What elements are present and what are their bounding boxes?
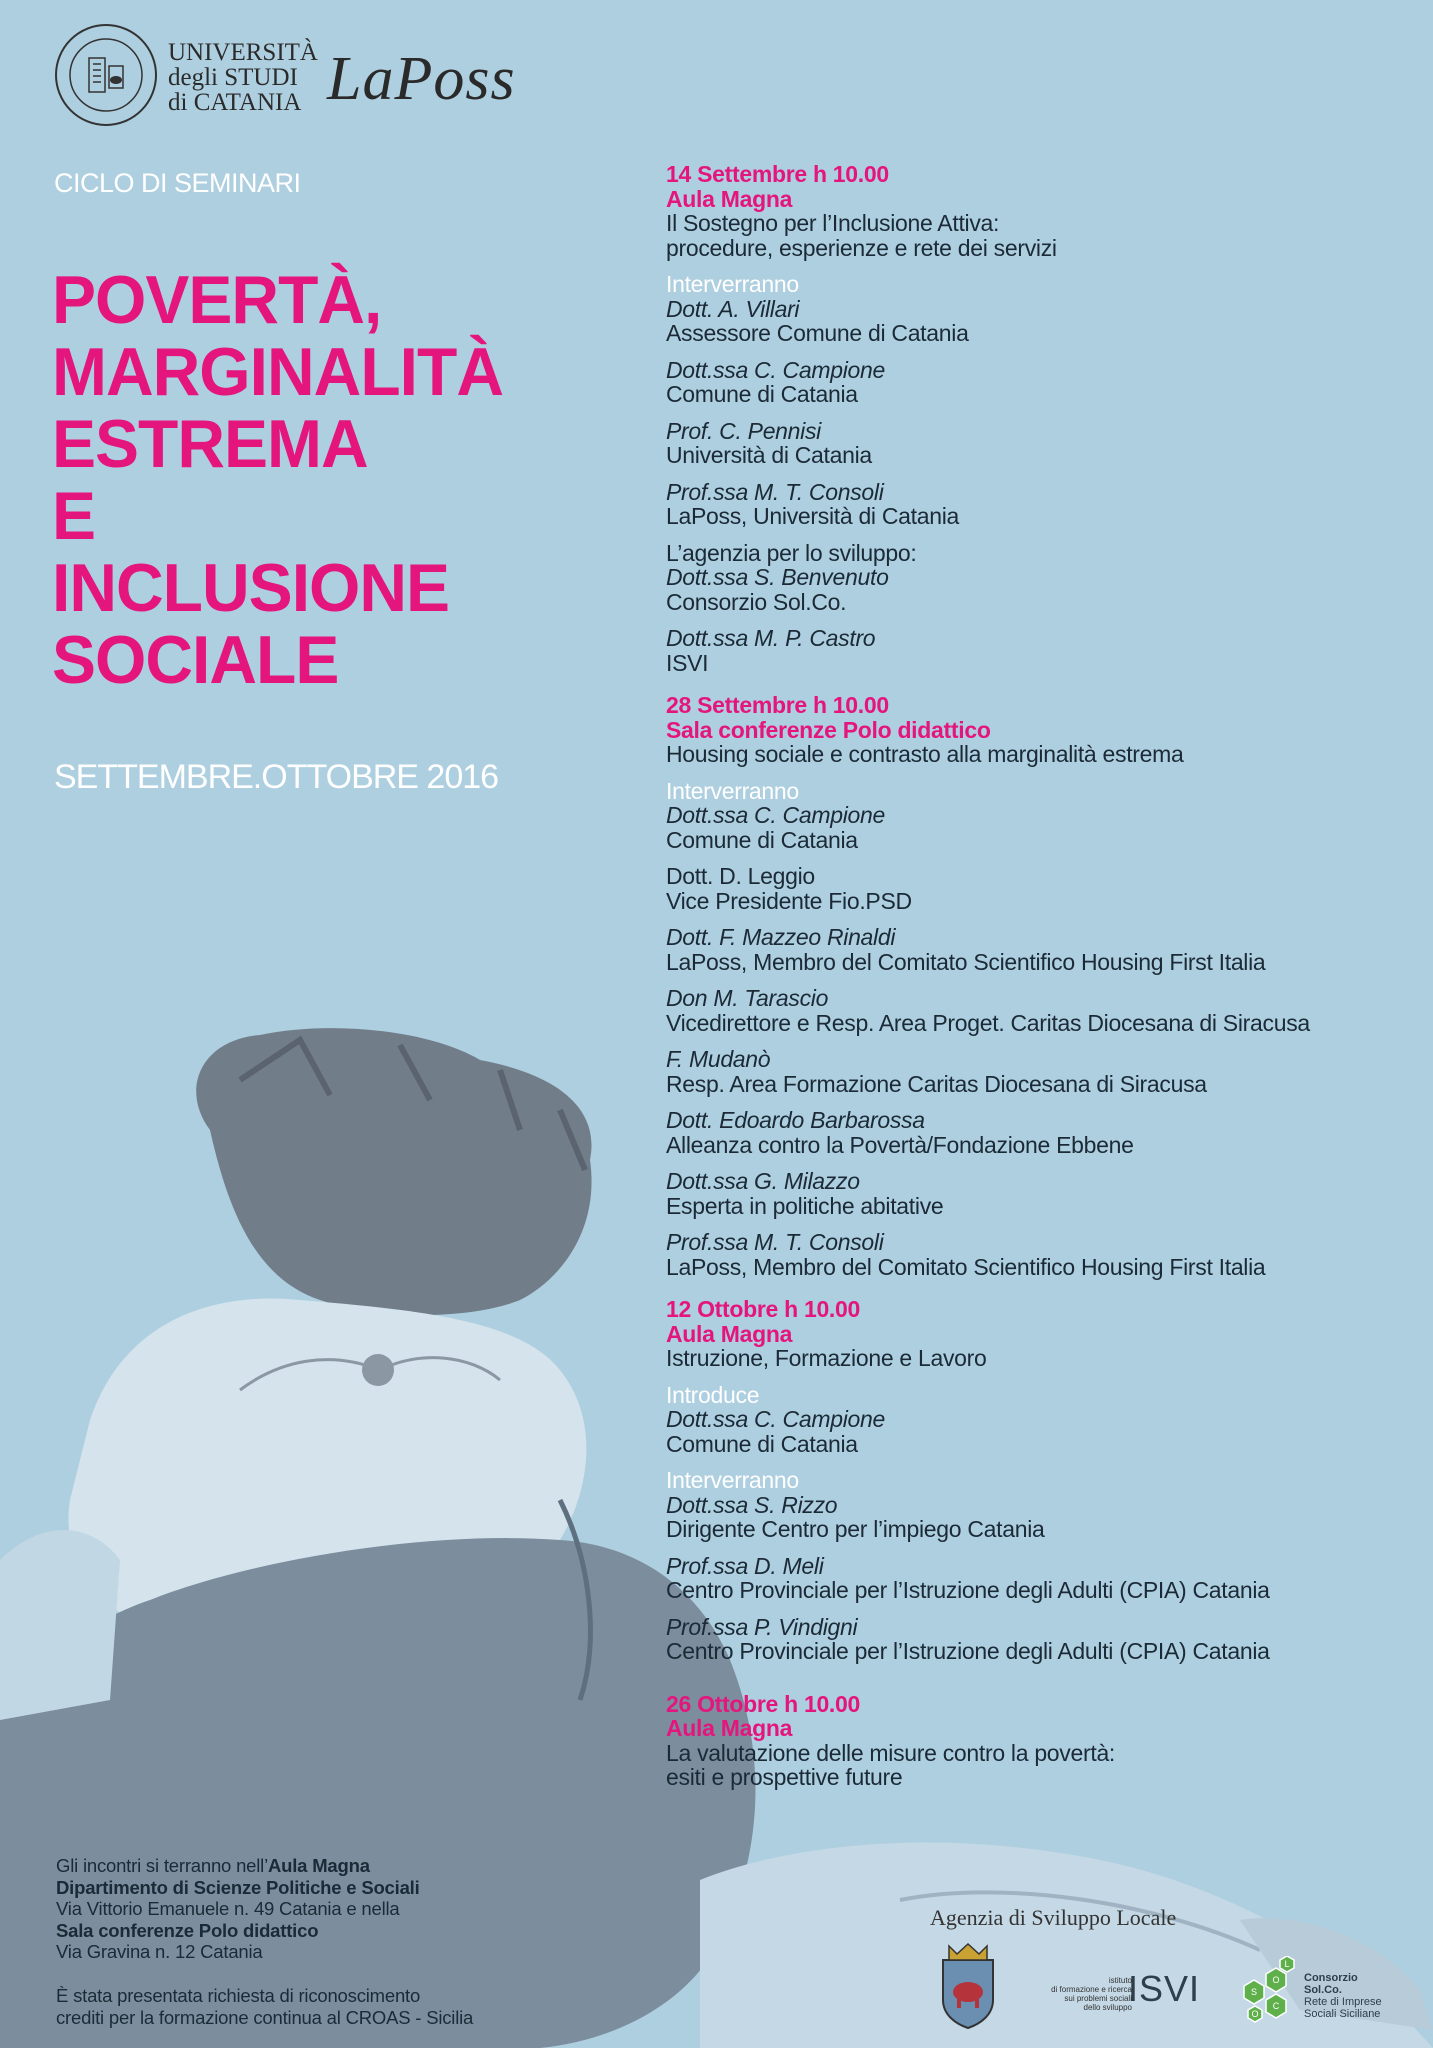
venue2-name: Sala conferenze Polo didattico <box>56 1919 319 1941</box>
solco-name-line: Consorzio <box>1304 1972 1358 1984</box>
laposs-logo: LaPoss <box>327 45 516 113</box>
isvi-description-line: dello sviluppo <box>1083 2003 1132 2012</box>
speaker-role: Consorzio Sol.Co. <box>666 588 847 615</box>
isvi-description-line: di formazione e ricerca <box>1051 1985 1132 1994</box>
solco-letter: O <box>1272 1975 1280 1985</box>
speaker <box>666 1615 1386 1664</box>
university-name-line: degli STUDI <box>168 64 298 91</box>
period-label: SETTEMBRE.OTTOBRE 2016 <box>54 758 499 796</box>
solco-name-line: Sol.Co. <box>1304 1984 1342 1996</box>
university-seal-icon <box>53 22 159 128</box>
session-topic-line: Housing sociale e contrasto alla marginalità estrema <box>666 741 1184 767</box>
speaker-name: Prof.ssa P. Vindigni <box>666 1613 858 1640</box>
university-name-line: di CATANIA <box>168 89 302 116</box>
speaker-role: Università di Catania <box>666 442 872 468</box>
session-topic <box>666 1346 1386 1371</box>
block-label: Introduce <box>666 1381 760 1408</box>
program-schedule <box>666 162 1386 1808</box>
title-line: INCLUSIONE <box>52 550 450 626</box>
speaker <box>666 297 1386 346</box>
isvi-logo: ISVI <box>1128 1968 1201 2009</box>
speaker <box>666 419 1386 468</box>
solco-name <box>1304 1972 1414 2020</box>
speaker-name: Dott. Edoardo Barbarossa <box>666 1107 925 1133</box>
venue1-address: Via Vittorio Emanuele n. 49 Catania e nella <box>56 1898 400 1919</box>
solco-hexagon-icon <box>1232 1956 1298 2026</box>
block-label: Interverranno <box>666 1467 799 1493</box>
session-venue: Aula Magna <box>666 185 793 212</box>
solco-letter: S <box>1250 1987 1258 1997</box>
speaker <box>666 1407 1386 1456</box>
venue-info <box>56 1855 576 1963</box>
isvi-description-line: istituto <box>1108 1976 1132 1985</box>
speaker <box>666 1169 1386 1218</box>
speaker-role: LaPoss, Membro del Comitato Scientifico Housing First Italia <box>666 948 1266 975</box>
session <box>666 693 1386 1279</box>
title-line: E <box>52 478 96 554</box>
speaker <box>666 1554 1386 1603</box>
speaker-name: Dott.ssa M. P. Castro <box>666 625 876 651</box>
session-venue: Aula Magna <box>666 1320 793 1347</box>
credits-note <box>56 1985 576 2028</box>
speaker-name: Don M. Tarascio <box>666 985 829 1011</box>
speaker-name: Dott. F. Mazzeo Rinaldi <box>666 924 896 950</box>
speaker <box>666 803 1386 852</box>
speaker-role: Centro Provinciale per l’Istruzione degli Adulti (CPIA) Catania <box>666 1577 1270 1603</box>
speaker-role: Vice Presidente Fio.PSD <box>666 887 912 914</box>
series-label: CICLO DI SEMINARI <box>54 168 301 198</box>
speaker-name: Dott. D. Leggio <box>666 863 815 889</box>
speaker-name: Dott.ssa C. Campione <box>666 1406 885 1432</box>
speaker-role: Comune di Catania <box>666 381 858 407</box>
title-line: ESTREMA <box>52 406 368 482</box>
session-venue: Sala conferenze Polo didattico <box>666 716 991 743</box>
title-line: POVERTÀ, <box>52 262 382 338</box>
venue-intro: Gli incontri si terranno nell’ <box>56 1855 268 1876</box>
session-date: 26 Ottobre h 10.00 <box>666 1690 861 1717</box>
speaker <box>666 565 1386 614</box>
speaker-block <box>666 272 1386 529</box>
session <box>666 1297 1386 1664</box>
speaker <box>666 986 1386 1035</box>
speaker-role: Comune di Catania <box>666 1430 858 1457</box>
title-line: MARGINALITÀ <box>52 334 503 410</box>
solco-letter: O <box>1251 2009 1259 2019</box>
speaker-role: LaPoss, Membro del Comitato Scientifico Housing First Italia <box>666 1253 1266 1280</box>
session-venue: Aula Magna <box>666 1715 793 1741</box>
speaker <box>666 626 1386 675</box>
speaker-name: Dott. A. Villari <box>666 295 800 322</box>
venue2-address: Via Gravina n. 12 Catania <box>56 1941 263 1962</box>
speaker-name: Prof.ssa M. T. Consoli <box>666 478 884 505</box>
session-topic <box>666 1741 1386 1790</box>
isvi-description <box>1032 1976 1132 2012</box>
speaker-block <box>666 1468 1386 1664</box>
speaker <box>666 1047 1386 1096</box>
speaker-role: Comune di Catania <box>666 826 858 853</box>
venue1-department: Dipartimento di Scienze Politiche e Sociali <box>56 1876 420 1898</box>
speaker-name: Prof.ssa D. Meli <box>666 1552 824 1579</box>
speaker <box>666 358 1386 407</box>
credits-line: È stata presentata richiesta di riconoscimento <box>56 1985 421 2006</box>
solco-name-line: Sociali Siciliane <box>1304 2008 1381 2020</box>
session-date: 14 Settembre h 10.00 <box>666 161 889 187</box>
speaker-role: LaPoss, Università di Catania <box>666 503 960 529</box>
speaker <box>666 864 1386 913</box>
speaker <box>666 1108 1386 1157</box>
speaker-name: Prof.ssa M. T. Consoli <box>666 1229 884 1255</box>
speaker-role: Vicedirettore e Resp. Area Proget. Caritas Diocesana di Siracusa <box>666 1009 1310 1036</box>
speaker-role: Dirigente Centro per l’impiego Catania <box>666 1516 1045 1542</box>
speaker-name: Dott.ssa S. Rizzo <box>666 1491 838 1518</box>
agency-title: Agenzia di Sviluppo Locale <box>930 1905 1177 1930</box>
university-name-line: UNIVERSITÀ <box>168 39 318 66</box>
solco-letter: C <box>1272 2001 1280 2011</box>
block-label: L’agenzia per lo sviluppo: <box>666 539 917 566</box>
session-topic-line: La valutazione delle misure contro la povertà: <box>666 1739 1116 1766</box>
session-topic-line: Istruzione, Formazione e Lavoro <box>666 1345 987 1371</box>
speaker-role: Centro Provinciale per l’Istruzione degli Adulti (CPIA) Catania <box>666 1638 1270 1664</box>
venue-intro-line <box>56 1855 576 1877</box>
speaker-block <box>666 779 1386 1280</box>
session-date: 12 Ottobre h 10.00 <box>666 1296 861 1322</box>
speaker-name: Dott.ssa G. Milazzo <box>666 1168 860 1194</box>
venue1-name: Aula Magna <box>267 1855 370 1876</box>
speaker-role: Assessore Comune di Catania <box>666 320 969 346</box>
session-topic-line: Il Sostegno per l’Inclusione Attiva: <box>666 210 1000 236</box>
session-topic <box>666 742 1386 767</box>
credits-line: crediti per la formazione continua al CROAS - Sicilia <box>56 2006 474 2028</box>
speaker-name: Dott.ssa C. Campione <box>666 802 885 828</box>
speaker <box>666 1493 1386 1542</box>
isvi-description-line: sui problemi sociali <box>1064 1994 1132 2003</box>
speaker-role: Alleanza contro la Povertà/Fondazione Ebbene <box>666 1131 1134 1158</box>
session <box>666 1692 1386 1790</box>
comune-crest-icon <box>935 1940 1001 2030</box>
speaker <box>666 925 1386 974</box>
session-topic <box>666 211 1386 260</box>
speaker-name: Dott.ssa S. Benvenuto <box>666 564 889 590</box>
block-label: Interverranno <box>666 271 799 297</box>
solco-letter: L <box>1284 1959 1290 1969</box>
speaker-name: F. Mudanò <box>666 1046 771 1072</box>
speaker-name: Prof. C. Pennisi <box>666 417 821 444</box>
title-line: SOCIALE <box>52 622 339 698</box>
speaker-role: Esperta in politiche abitative <box>666 1192 944 1219</box>
speaker-role: ISVI <box>666 649 709 676</box>
speaker-name: Dott.ssa C. Campione <box>666 356 885 383</box>
speaker <box>666 1230 1386 1279</box>
main-title <box>52 264 556 696</box>
session-date: 28 Settembre h 10.00 <box>666 692 889 718</box>
speaker-block <box>666 541 1386 676</box>
session-topic-line: esiti e prospettive future <box>666 1764 903 1790</box>
speaker-role: Resp. Area Formazione Caritas Diocesana di Siracusa <box>666 1070 1207 1097</box>
session-topic-line: procedure, esperienze e rete dei servizi <box>666 234 1057 261</box>
university-name <box>168 40 318 115</box>
solco-name-line: Rete di Imprese <box>1304 1996 1382 2008</box>
session <box>666 162 1386 675</box>
block-label: Interverranno <box>666 777 799 804</box>
speaker-block <box>666 1383 1386 1457</box>
speaker <box>666 480 1386 529</box>
